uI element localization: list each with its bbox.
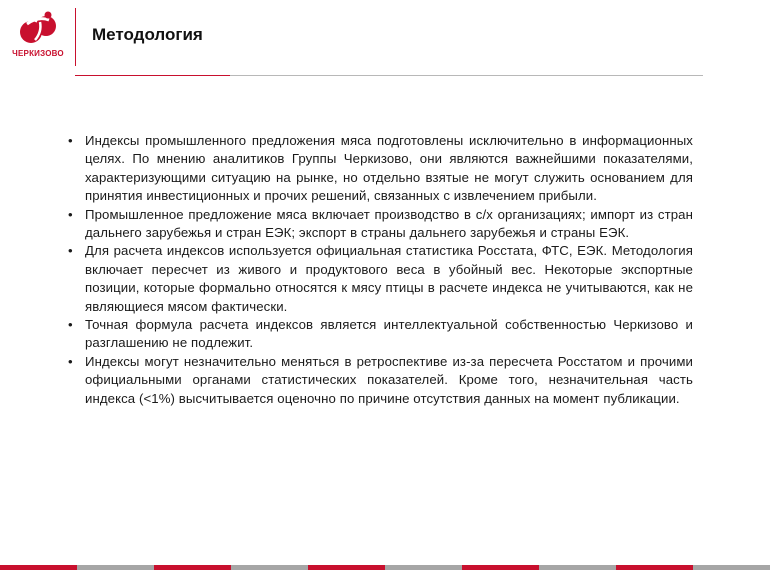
footer-bar-segment [616,565,693,570]
footer-bar-segment [693,565,770,570]
footer-bar-segment [462,565,539,570]
list-item-text: Точная формула расчета индексов является интеллектуальной собственностью Черкизово и разглашению не подлежит. [85,317,693,351]
footer-bar-segment [385,565,462,570]
bullet-marker: • [68,206,73,222]
list-item-text: Промышленное предложение мяса включает производство в с/х организациях; импорт из стран дальнего зарубежья и стран ЕЭК; экспорт в страны дальнего зарубежья и страны ЕЭК. [85,206,693,241]
list-item-text: Индексы промышленного предложения мяса подготовлены исключительно в информационных целях. По мнению аналитиков Группы Черкизово, они являются важнейшими показателями, характеризующими ситуацию на рынке, но отдельно взятые не могут служить основанием для принятия инвестиционных и прочих решений, связанных с извлечением прибыли. [85,133,693,204]
list-item [68,353,693,408]
methodology-content [68,132,693,408]
list-item [68,242,693,316]
page-title: Методология [92,25,203,44]
company-logo [10,10,66,58]
list-item [68,132,693,206]
footer-bar-segment [77,565,154,570]
footer-bar-segment [231,565,308,570]
bullet-list [68,132,693,408]
footer-bar-segment [308,565,385,570]
bullet-marker: • [68,243,73,259]
footer-color-bar [0,565,770,570]
cherkizovo-logo-icon [18,10,58,48]
bullet-marker: • [68,133,73,148]
list-item-text: Индексы могут незначительно меняться в ретроспективе из-за пересчета Росстатом и прочими официальными органами статистических показателей. Кроме того, незначительная часть индекса (<1%) высчитывается оценочно по причине отсутствия данных на момент публикации. [85,353,693,406]
bullet-marker: • [68,353,73,369]
list-item-text: Для расчета индексов используется официальная статистика Росстата, ФТС, ЕЭК. Методология включает пересчет из живого и продуктового веса в убойный вес. Некоторые экспортные позиции, которые формально относятся к мясу птицы в расчете индекса не учитываются, как не являющиеся мясом фактически. [85,243,693,314]
footer-disclaimer-faint [72,557,552,561]
footer-bar-segment [539,565,616,570]
list-item [68,206,693,243]
header-rule-accent [75,75,230,76]
list-item [68,316,693,353]
footer-bar-segment [154,565,231,570]
bullet-marker: • [68,317,73,333]
logo-wordmark: ЧЕРКИЗОВО [12,49,64,58]
footer-bar-segment [0,565,77,570]
header-divider-vertical [75,8,76,66]
